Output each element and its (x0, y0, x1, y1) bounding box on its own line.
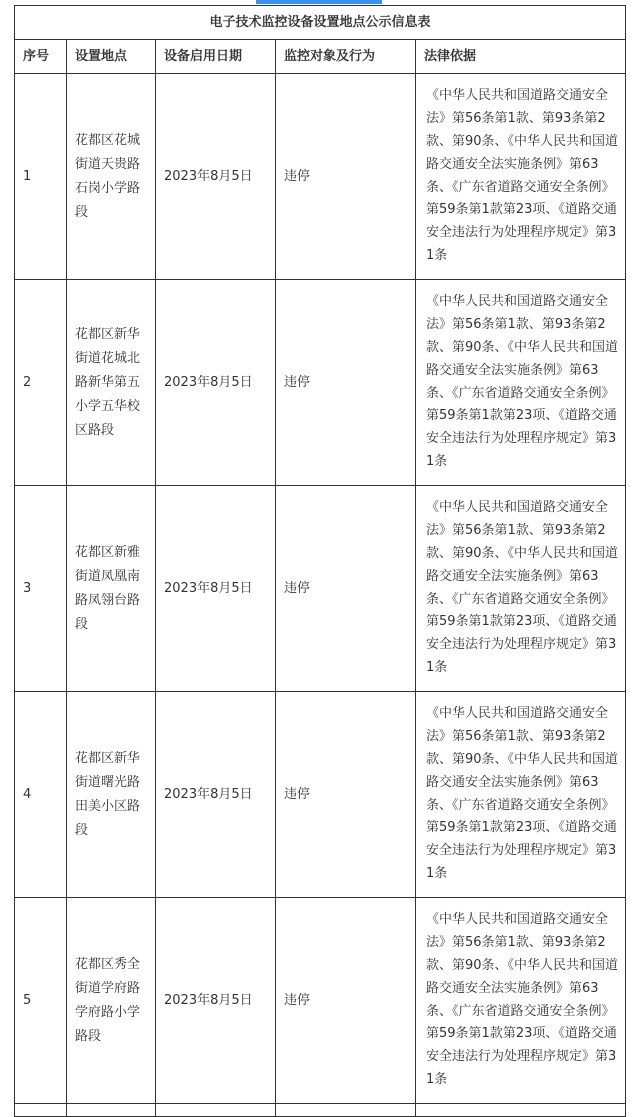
header-location: 设置地点 (67, 40, 156, 74)
header-row (15, 40, 626, 74)
cell-empty (156, 1104, 276, 1117)
cell-empty (15, 1104, 67, 1117)
cell-target: 违停 (276, 280, 416, 486)
cell-index: 3 (15, 486, 67, 692)
cell-empty (416, 1104, 626, 1117)
header-start-date: 设备启用日期 (156, 40, 276, 74)
cell-location: 花都区新华街道曙光路田美小区路段 (67, 692, 156, 898)
table-title: 电子技术监控设备设置地点公示信息表 (15, 6, 626, 40)
table-row-partial (15, 1104, 626, 1117)
title-row (15, 6, 626, 40)
top-accent-bar (256, 0, 382, 4)
cell-location: 花都区新华街道花城北路新华第五小学五华校区路段 (67, 280, 156, 486)
cell-index: 1 (15, 74, 67, 280)
cell-basis: 《中华人民共和国道路交通安全法》第56条第1款、第93条第2款、第90条、《中华人民共和国道路交通安全法实施条例》第63条、《广东省道路交通安全条例》第59条第1款第23项、《道路交通安全违法行为处理程序规定》第31条 (416, 280, 626, 486)
cell-basis: 《中华人民共和国道路交通安全法》第56条第1款、第93条第2款、第90条、《中华人民共和国道路交通安全法实施条例》第63条、《广东省道路交通安全条例》第59条第1款第23项、《道路交通安全违法行为处理程序规定》第31条 (416, 692, 626, 898)
cell-basis: 《中华人民共和国道路交通安全法》第56条第1款、第93条第2款、第90条、《中华人民共和国道路交通安全法实施条例》第63条、《广东省道路交通安全条例》第59条第1款第23项、《道路交通安全违法行为处理程序规定》第31条 (416, 486, 626, 692)
cell-index: 2 (15, 280, 67, 486)
table-row (15, 692, 626, 898)
cell-target: 违停 (276, 74, 416, 280)
cell-target: 违停 (276, 898, 416, 1104)
cell-location: 花都区花城街道天贵路石岗小学路段 (67, 74, 156, 280)
cell-target: 违停 (276, 486, 416, 692)
cell-target: 违停 (276, 692, 416, 898)
table-row (15, 486, 626, 692)
table-row (15, 898, 626, 1104)
notice-table (14, 5, 626, 1117)
cell-start-date: 2023年8月5日 (156, 898, 276, 1104)
cell-basis: 《中华人民共和国道路交通安全法》第56条第1款、第93条第2款、第90条、《中华人民共和国道路交通安全法实施条例》第63条、《广东省道路交通安全条例》第59条第1款第23项、《道路交通安全违法行为处理程序规定》第31条 (416, 74, 626, 280)
cell-basis: 《中华人民共和国道路交通安全法》第56条第1款、第93条第2款、第90条、《中华人民共和国道路交通安全法实施条例》第63条、《广东省道路交通安全条例》第59条第1款第23项、《道路交通安全违法行为处理程序规定》第31条 (416, 898, 626, 1104)
cell-start-date: 2023年8月5日 (156, 74, 276, 280)
cell-index: 4 (15, 692, 67, 898)
cell-start-date: 2023年8月5日 (156, 280, 276, 486)
notice-table-body (15, 6, 626, 1117)
header-target: 监控对象及行为 (276, 40, 416, 74)
table-row (15, 74, 626, 280)
cell-empty (276, 1104, 416, 1117)
header-index: 序号 (15, 40, 67, 74)
cell-start-date: 2023年8月5日 (156, 692, 276, 898)
cell-location: 花都区新雅街道凤凰南路凤翎台路段 (67, 486, 156, 692)
cell-start-date: 2023年8月5日 (156, 486, 276, 692)
cell-empty (67, 1104, 156, 1117)
table-row (15, 280, 626, 486)
cell-location: 花都区秀全街道学府路学府路小学路段 (67, 898, 156, 1104)
cell-index: 5 (15, 898, 67, 1104)
header-basis: 法律依据 (416, 40, 626, 74)
